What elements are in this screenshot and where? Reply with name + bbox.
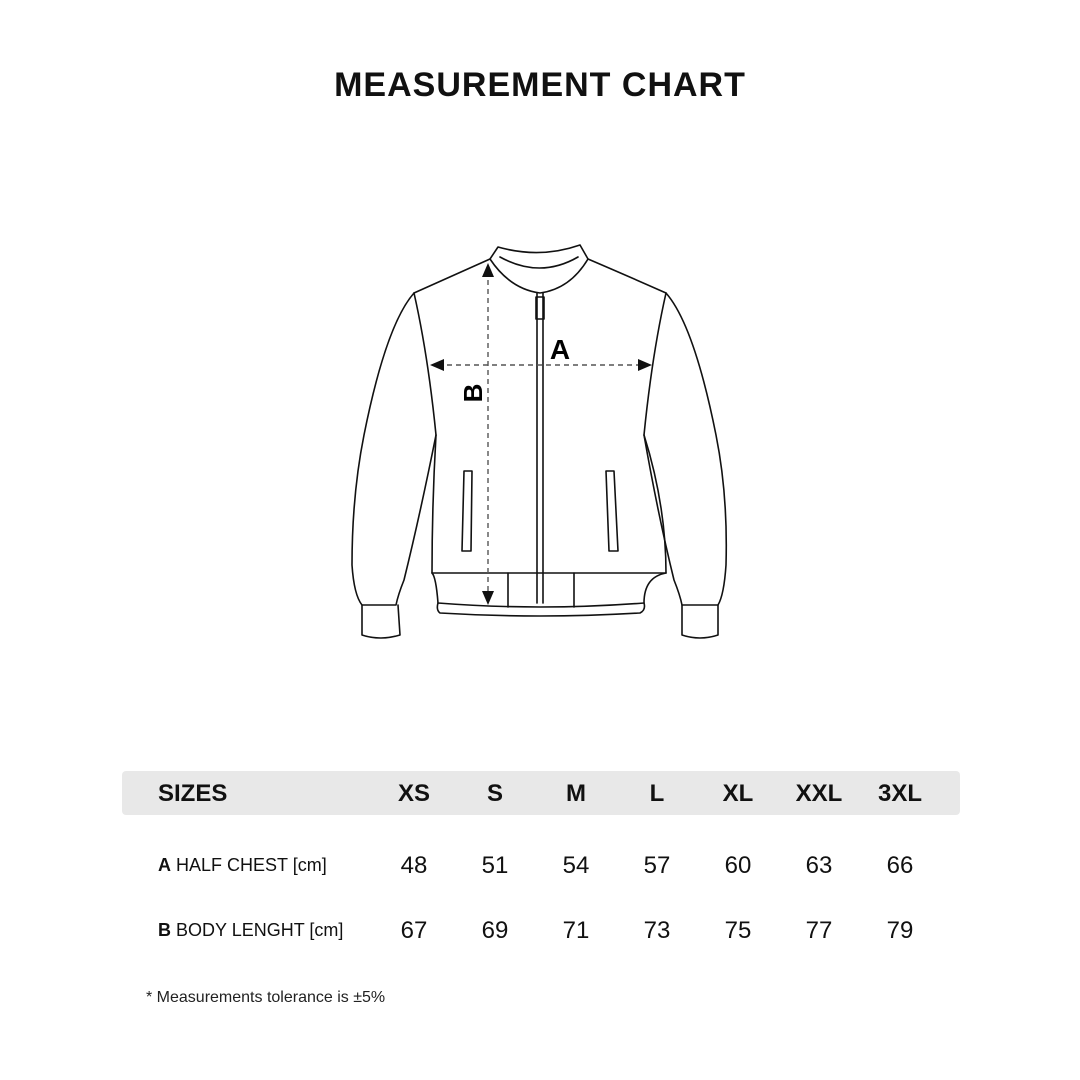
- page-title: MEASUREMENT CHART: [334, 66, 746, 104]
- row-b-value-xl: 75: [724, 917, 752, 944]
- left-pocket: [462, 471, 472, 551]
- row-a-value-l: 57: [643, 852, 671, 879]
- arrow-a-right: [638, 359, 652, 371]
- row-b-value-l: 73: [643, 917, 671, 944]
- size-xl-header: XL: [722, 780, 754, 807]
- row-b-value-xxl: 77: [805, 917, 833, 944]
- size-xxl-header: XXL: [795, 780, 843, 807]
- row-b-value-s: 69: [481, 917, 509, 944]
- row-a-value-3xl: 66: [886, 852, 914, 879]
- jacket-diagram: [340, 235, 740, 650]
- size-xs-header: XS: [397, 780, 430, 807]
- waistband: [432, 573, 666, 607]
- row-a-value-xxl: 63: [805, 852, 833, 879]
- size-s-header: S: [486, 780, 503, 807]
- row-a-label: [158, 855, 327, 876]
- row-a-letter: A: [158, 855, 171, 875]
- row-a-value-m: 54: [562, 852, 590, 879]
- collar-outline: [490, 245, 588, 293]
- body-outline: [414, 259, 666, 573]
- tolerance-note: * Measurements tolerance is ±5%: [146, 989, 386, 1006]
- row-a-value-xl: 60: [724, 852, 752, 879]
- right-pocket: [606, 471, 618, 551]
- left-cuff: [362, 605, 400, 638]
- row-a-value-xs: 48: [400, 852, 428, 879]
- row-b-value-m: 71: [562, 917, 590, 944]
- size-l-header: L: [649, 780, 665, 807]
- row-a-value-s: 51: [481, 852, 509, 879]
- label-b: B: [458, 383, 488, 403]
- row-a-text: HALF CHEST [cm]: [176, 855, 327, 875]
- sizes-header: SIZES: [158, 780, 228, 807]
- right-cuff: [682, 605, 718, 638]
- collar-inner: [500, 257, 578, 268]
- row-b-value-3xl: 79: [886, 917, 914, 944]
- row-b-text: BODY LENGHT [cm]: [176, 920, 344, 940]
- arrow-b-bottom: [482, 591, 494, 605]
- arrow-a-left: [430, 359, 444, 371]
- row-b-letter: B: [158, 920, 171, 940]
- row-b-value-xs: 67: [400, 917, 428, 944]
- size-3xl-header: 3XL: [877, 780, 922, 807]
- row-b-label: [158, 920, 343, 941]
- size-m-header: M: [566, 780, 586, 807]
- arrow-b-top: [482, 263, 494, 277]
- label-a: A: [549, 334, 571, 365]
